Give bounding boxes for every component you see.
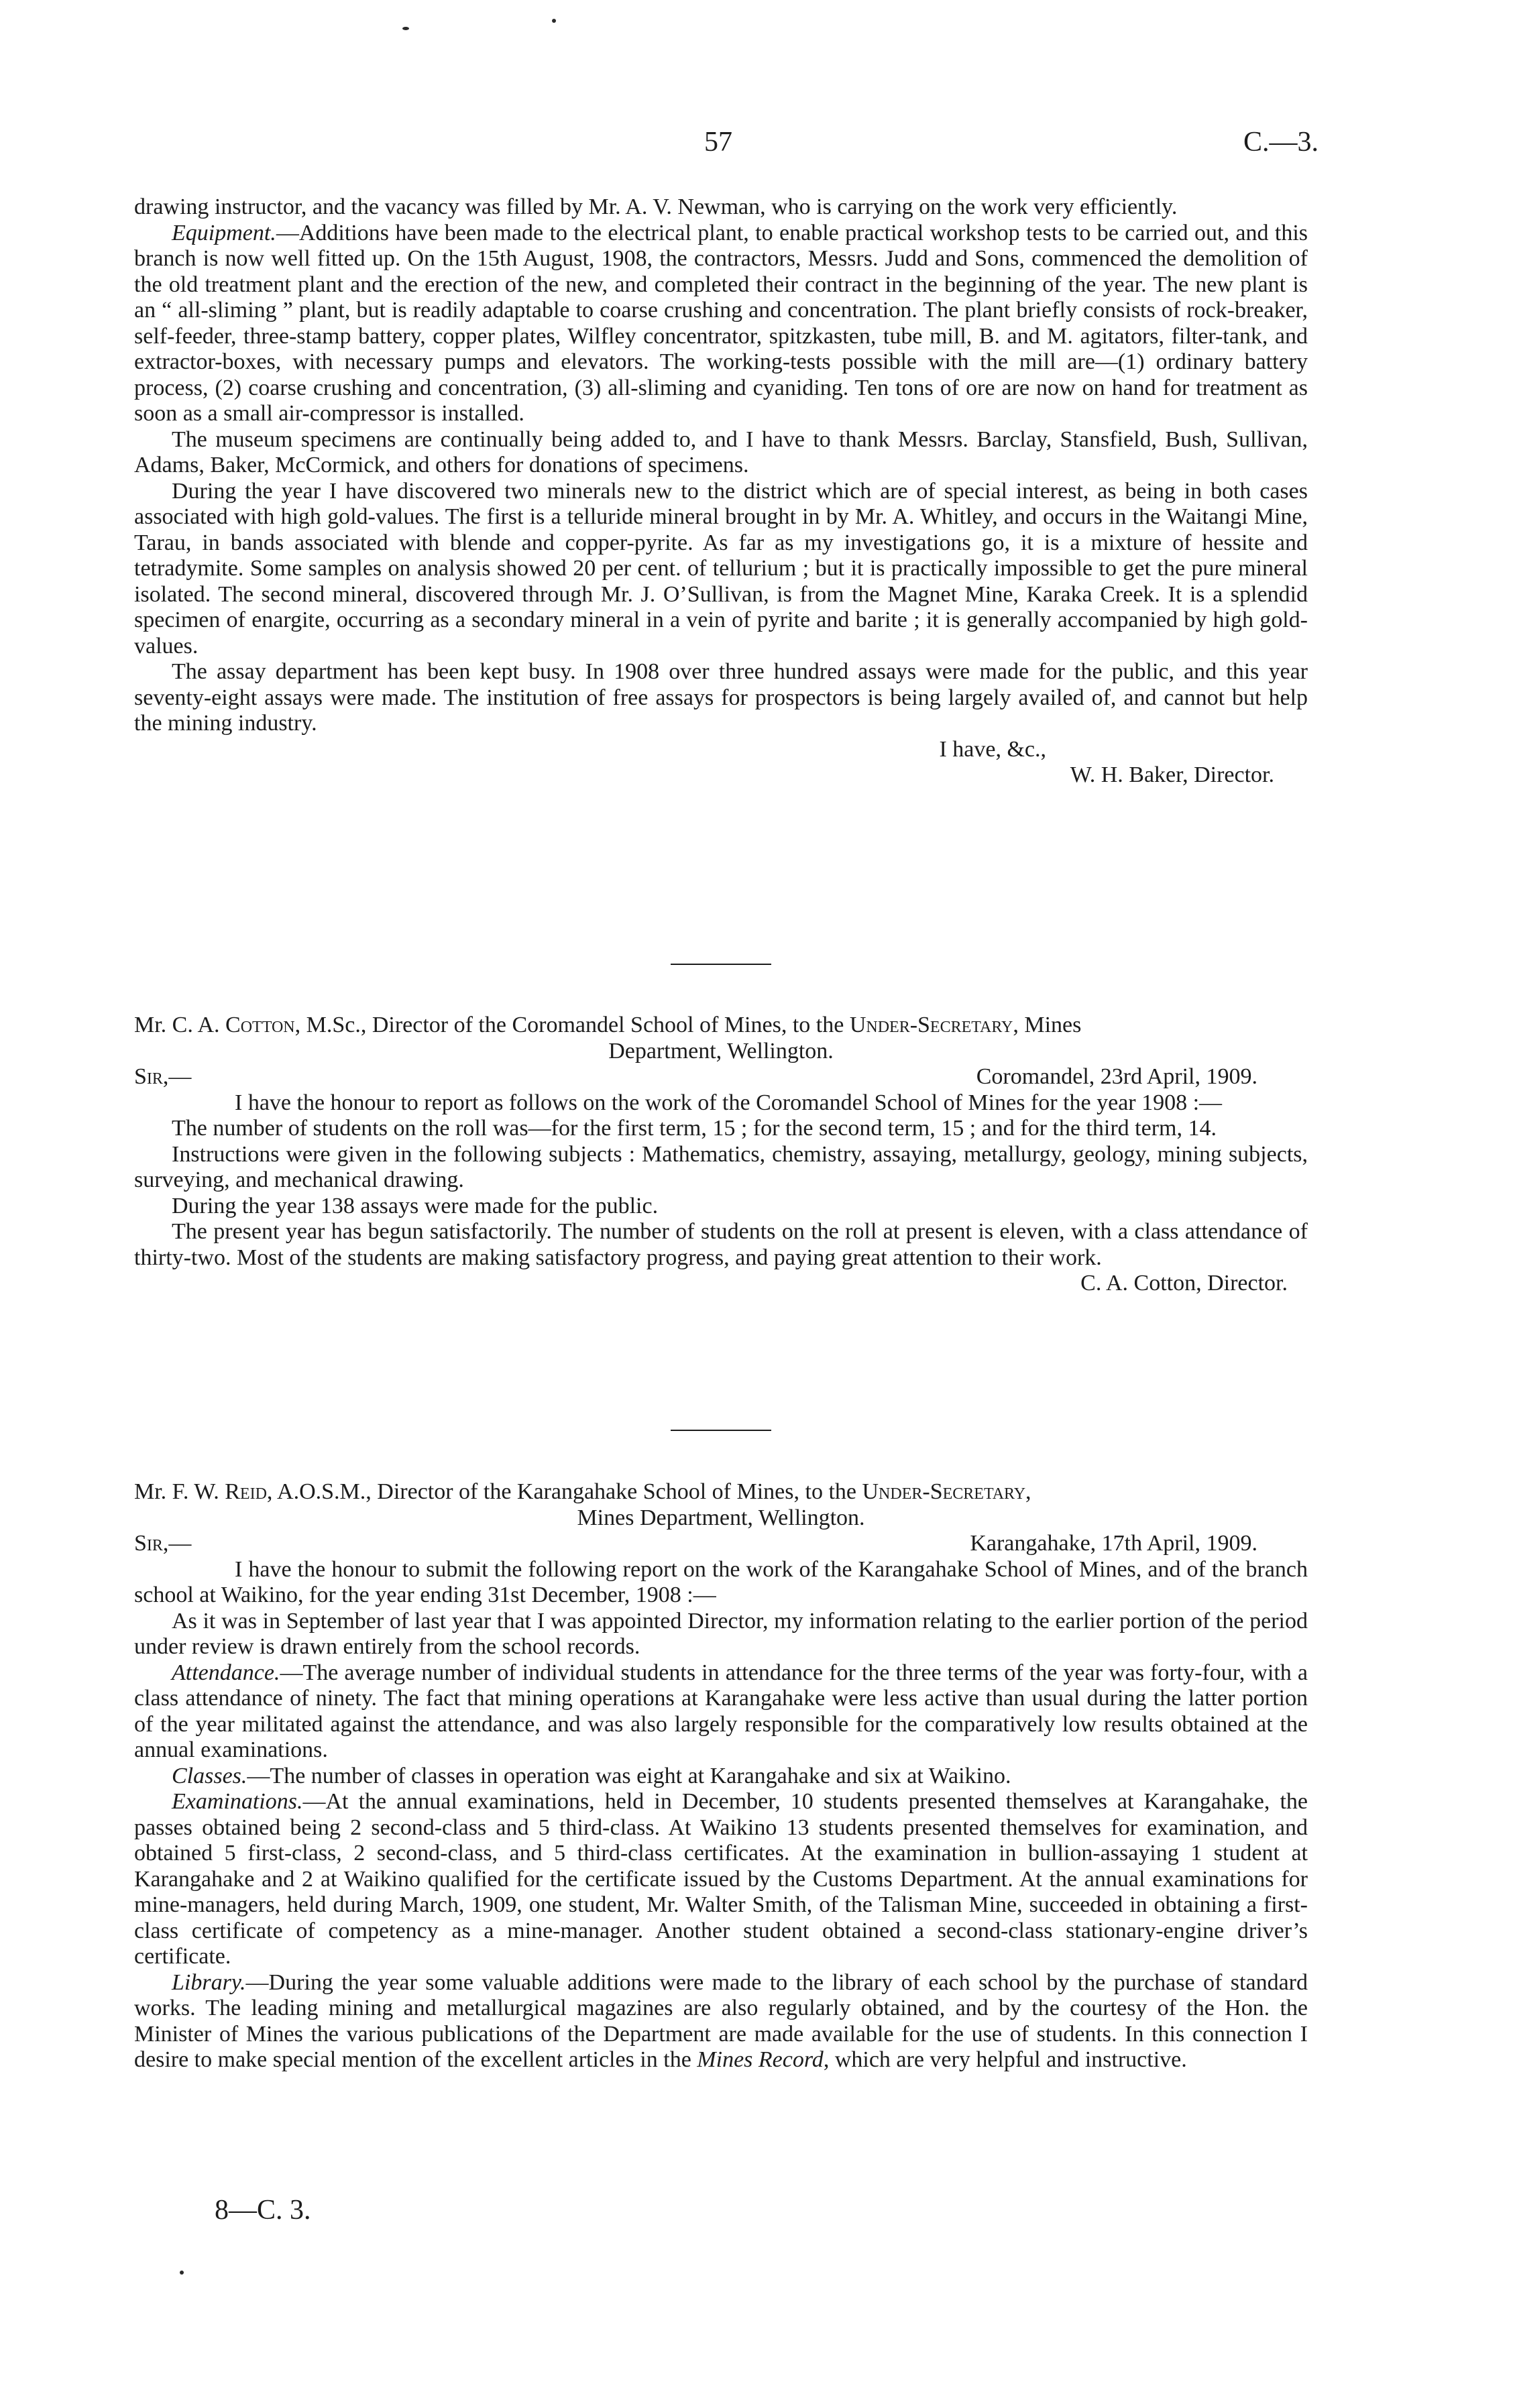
- paragraph: During the year I have discovered two minerals new to the district which are of special interest, as being in both cases associated with high gold-values. The first is a telluride mineral brought in by Mr. A. Whitley, and occurs in the Waitangi Mine, Tarau, in bands associated with blende and copper-pyrite. As far as my investigations go, it is a mixture of hessite and tetradymite. Some samples on analysis showed 20 per cent. of tellurium ; but it is practically impossible to get the pure mineral isolated. The second mineral, discovered through Mr. J. O’Sullivan, is from the Magnet Mine, Karaka Creek. It is a splendid specimen of enargite, occurring as a secondary mineral in a vein of pyrite and barite ; it is generally accompanied by high gold-values.: [134, 478, 1308, 658]
- speck-mark: [180, 2271, 184, 2275]
- paragraph-text: , which are very helpful and instructive.: [823, 2047, 1187, 2072]
- paragraph-classes: [134, 1764, 1308, 1790]
- section-previous-report: [134, 194, 1308, 789]
- document-reference: C.—3.: [1243, 127, 1319, 158]
- paragraph-attendance: [134, 1660, 1308, 1764]
- salutation: Sir,—: [134, 1064, 192, 1089]
- paragraph-heading: Library.: [172, 1969, 246, 1995]
- speck-mark: [552, 19, 556, 23]
- paragraph: Instructions were given in the following subjects : Mathematics, chemistry, assaying, metallurgy, geology, mining subjects, surveying, and mechanical drawing.: [134, 1141, 1308, 1192]
- paragraph-text: —At the annual examinations, held in December, 10 students presented themselves at Karangahake, the passes obtained being 2 second-class and 5 third-class. At Waikino 13 students presented themselves for examination, and obtained 5 first-class, 2 second-class, and 5 third-class certificates. At the examination in bullion-assaying 1 student at Karangahake and 2 at Waikino qualified for the certificate issued by the Customs Department. At the annual examinations for mine-managers, held during March, 1909, one student, Mr. Walter Smith, of the Talisman Mine, succeeded in obtaining a first-class certificate of competency as a mine-manager. Another student obtained a second-class stationary-engine driver’s certificate.: [134, 1789, 1308, 1969]
- paragraph: I have the honour to report as follows on the work of the Coromandel School of Mines for the year 1908 :—: [235, 1090, 1223, 1115]
- paragraph: The present year has begun satisfactorily. The number of students on the roll at present is eleven, with a class attendance of thirty-two. Most of the students are making satisfactory progress, and paying great attention to their work.: [134, 1219, 1308, 1270]
- paragraph: As it was in September of last year that I was appointed Director, my information relating to the earlier portion of the period under review is drawn entirely from the school records.: [134, 1608, 1308, 1659]
- paragraph: The assay department has been kept busy. In 1908 over three hundred assays were made for the public, and this year seventy-eight assays were made. The institution of free assays for prospectors is being largely availed of, and cannot but help the mining industry.: [134, 659, 1308, 736]
- author-name: Reid: [225, 1479, 267, 1504]
- paragraph-text: —Additions have been made to the electrical plant, to enable practical workshop tests to be carried out, and this branch is now well fitted up. On the 15th August, 1908, the contractors, Messrs. Judd and Sons, commenced the demolition of the old treatment plant and the erection of the new, and completed their contract in the beginning of the year. The new plant is an “ all-sliming ” plant, but is readily adaptable to coarse crushing and concentration. The plant briefly consists of rock-breaker, self-feeder, three-stamp battery, copper plates, Wilfley concentrator, spitzkasten, tube mill, B. and M. agitators, filter-tank, and extractor-boxes, with necessary pumps and elevators. The working-tests possible with the mill are—(1) ordinary battery process, (2) coarse crushing and concentration, (3) all-sliming and cyaniding. Ten tons of ore are now on hand for treatment as soon as a small air-compressor is installed.: [134, 220, 1308, 426]
- address-text: Mr. C. A.: [134, 1013, 226, 1037]
- salutation-line: [134, 1531, 1308, 1557]
- author-name: Cotton: [225, 1013, 295, 1037]
- place-date: Karangahake, 17th April, 1909.: [970, 1531, 1257, 1556]
- closing: I have, &c.,: [939, 736, 1046, 762]
- paragraph-library: [134, 1970, 1308, 2073]
- section-divider: [671, 964, 771, 965]
- paragraph: I have the honour to submit the following report on the work of the Karangahake School of Mines, and of the branch school at Waikino, for the year ending 31st December, 1908 :—: [134, 1556, 1308, 1607]
- paragraph-examinations: [134, 1789, 1308, 1970]
- recipient: Under-Secretary: [849, 1013, 1013, 1037]
- paragraph: drawing instructor, and the vacancy was filled by Mr. A. V. Newman, who is carrying on the work very efficiently.: [134, 194, 1178, 219]
- address-line: [134, 1013, 1308, 1039]
- signature: [134, 762, 1308, 789]
- paragraph-text: —The average number of individual students in attendance for the three terms of the year was forty-four, with a class attendance of ninety. The fact that mining operations at Karangahake were less active than usual during the latter portion of the year militated against the attendance, and was also largely responsible for the comparatively low results obtained at the annual examinations.: [134, 1660, 1308, 1762]
- paragraph-heading: Equipment.: [172, 220, 276, 245]
- section-coromandel-report: [134, 1013, 1308, 1297]
- paragraph: During the year 138 assays were made for the public.: [172, 1193, 659, 1218]
- signature-mark: 8—C. 3.: [215, 2195, 311, 2226]
- speck-mark: [402, 27, 409, 30]
- salutation: Sir,—: [134, 1531, 192, 1556]
- paragraph-text: —During the year some valuable additions were made to the library of each school by the purchase of standard works. The leading mining and metallurgical magazines are also regularly obtained, and by the courtesy of the Hon. the Minister of Mines the various publications of the Department are made available for the use of students. In this connection I desire to make special mention of the excellent articles in the: [134, 1969, 1308, 2072]
- place-date: Coromandel, 23rd April, 1909.: [976, 1064, 1257, 1089]
- address-line-2: Department, Wellington.: [608, 1038, 834, 1064]
- recipient: Under-Secretary,: [862, 1479, 1031, 1504]
- paragraph-equipment: [134, 221, 1308, 427]
- signature-text: W. H. Baker, Director.: [1070, 762, 1274, 787]
- section-divider: [671, 1430, 771, 1431]
- section-karangahake-report: [134, 1479, 1308, 2073]
- address-text: Mr. F. W.: [134, 1479, 225, 1504]
- address-text: , A.O.S.M., Director of the Karangahake School of Mines, to the: [266, 1479, 862, 1504]
- paragraph-heading: Attendance.: [172, 1660, 280, 1685]
- paragraph: The museum specimens are continually being added to, and I have to thank Messrs. Barclay, Stansfield, Bush, Sullivan, Adams, Baker, McCormick, and others for donations of specimens.: [134, 426, 1308, 477]
- salutation-line: [134, 1064, 1308, 1090]
- address-text: , Mines: [1013, 1013, 1082, 1037]
- paragraph-heading: Classes.: [172, 1763, 247, 1788]
- paragraph: The number of students on the roll was—for the first term, 15 ; for the second term, 15 ; and for the third term, 14.: [172, 1116, 1217, 1141]
- signature: C. A. Cotton, Director.: [1080, 1271, 1288, 1296]
- paragraph-heading: Examinations.: [172, 1789, 303, 1814]
- address-line-2: Mines Department, Wellington.: [577, 1505, 865, 1530]
- journal-title: Mines Record: [697, 2047, 824, 2072]
- address-text: , M.Sc., Director of the Coromandel School of Mines, to the: [294, 1013, 850, 1037]
- address-line: [134, 1479, 1308, 1505]
- page-number: 57: [704, 127, 732, 158]
- paragraph-text: —The number of classes in operation was eight at Karangahake and six at Waikino.: [247, 1763, 1011, 1788]
